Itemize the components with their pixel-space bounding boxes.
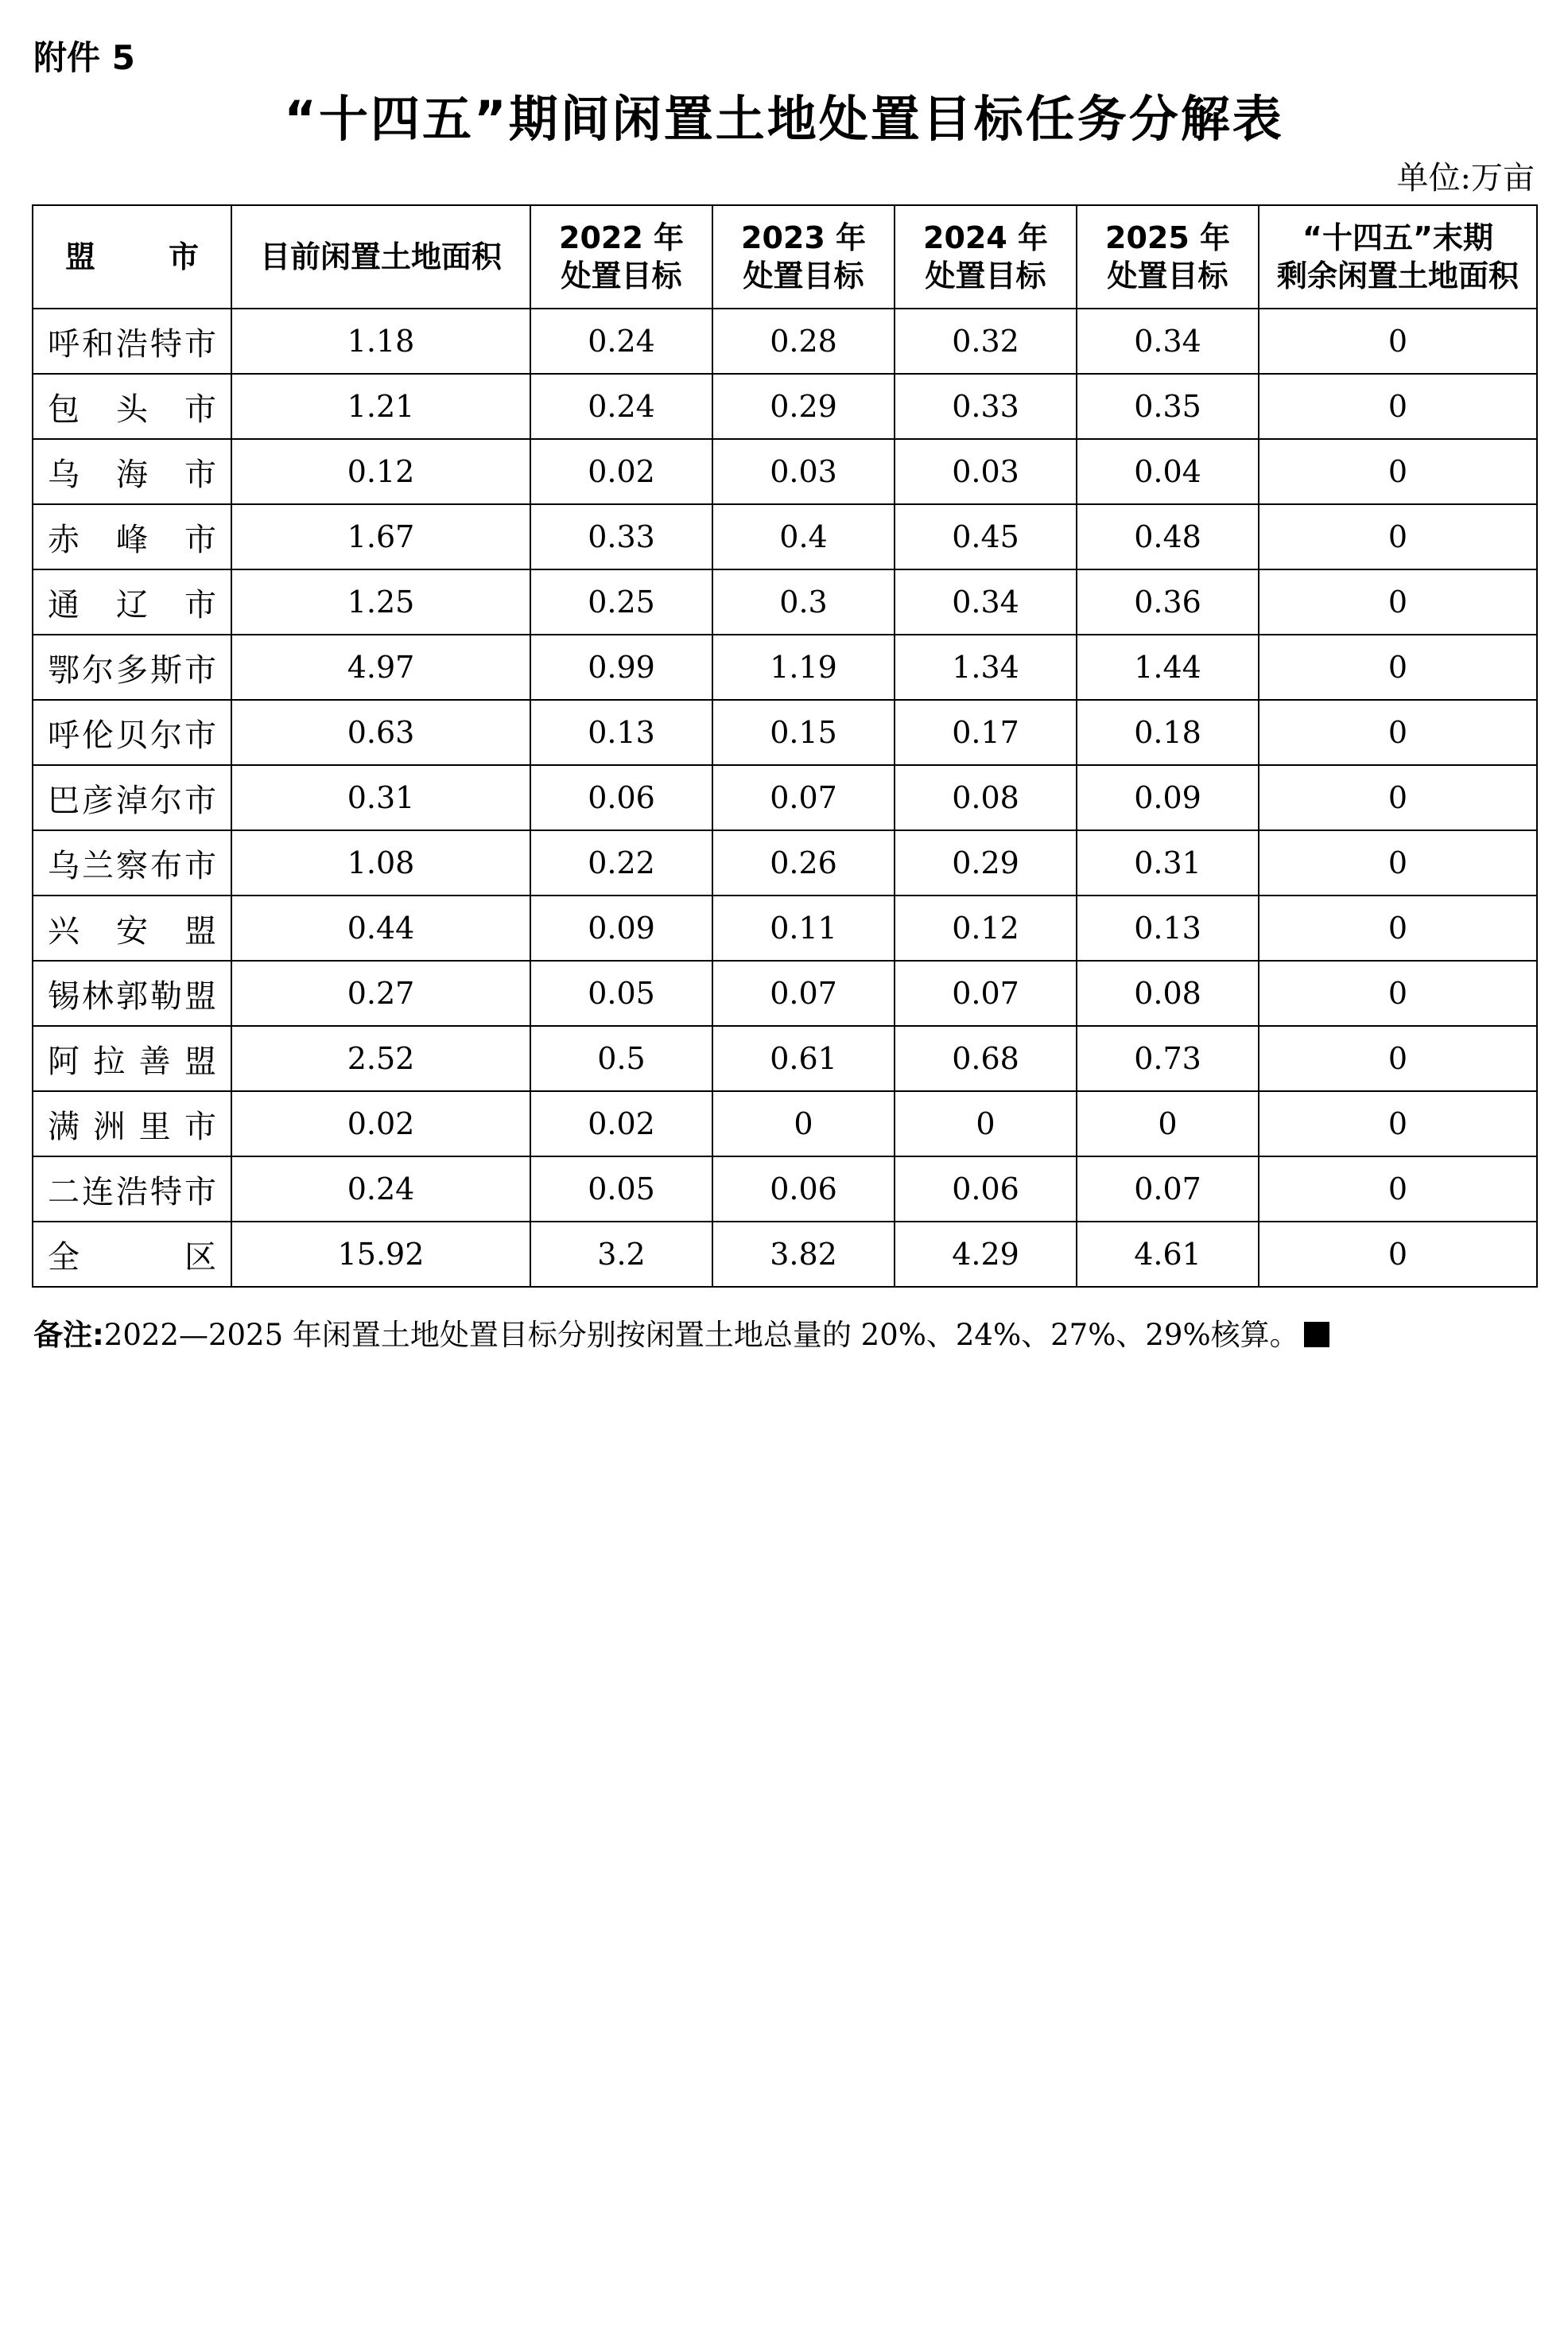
value-cell: 0 — [1259, 635, 1537, 700]
footnote-text: 2022—2025 年闲置土地处置目标分别按闲置土地总量的 20%、24%、27%、29%核算。 — [103, 1318, 1299, 1352]
value-cell: 0.31 — [231, 765, 530, 830]
table-body — [33, 309, 1537, 1287]
value-cell: 2.52 — [231, 1026, 530, 1091]
table-row — [33, 830, 1537, 896]
value-cell: 0 — [1259, 374, 1537, 439]
column-header: 2024 年 处置目标 — [895, 205, 1077, 309]
value-cell: 0.06 — [530, 765, 712, 830]
value-cell: 0.02 — [231, 1091, 530, 1156]
region-cell: 呼和浩特市 — [33, 309, 231, 374]
value-cell: 0.07 — [712, 961, 895, 1026]
value-cell: 0.04 — [1077, 439, 1259, 504]
value-cell: 0.17 — [895, 700, 1077, 765]
region-cell: 鄂尔多斯市 — [33, 635, 231, 700]
region-cell: 赤峰市 — [33, 504, 231, 569]
value-cell: 0.27 — [231, 961, 530, 1026]
table-row — [33, 1222, 1537, 1287]
value-cell: 0.35 — [1077, 374, 1259, 439]
value-cell: 0.18 — [1077, 700, 1259, 765]
value-cell: 0 — [1259, 1026, 1537, 1091]
value-cell: 3.2 — [530, 1222, 712, 1287]
column-header: 盟市 — [33, 205, 231, 309]
value-cell: 0.08 — [1077, 961, 1259, 1026]
value-cell: 0.12 — [231, 439, 530, 504]
value-cell: 0.07 — [1077, 1156, 1259, 1222]
value-cell: 0.48 — [1077, 504, 1259, 569]
footnote-label: 备注: — [33, 1318, 104, 1352]
region-cell: 通辽市 — [33, 569, 231, 635]
value-cell: 1.34 — [895, 635, 1077, 700]
table-row — [33, 1091, 1537, 1156]
value-cell: 0.34 — [895, 569, 1077, 635]
value-cell: 4.61 — [1077, 1222, 1259, 1287]
value-cell: 0.32 — [895, 309, 1077, 374]
value-cell: 0 — [1259, 1156, 1537, 1222]
value-cell: 0.29 — [712, 374, 895, 439]
value-cell: 0.29 — [895, 830, 1077, 896]
value-cell: 0.13 — [1077, 896, 1259, 961]
column-header: 目前闲置土地面积 — [231, 205, 530, 309]
value-cell: 0.44 — [231, 896, 530, 961]
column-header: 2022 年 处置目标 — [530, 205, 712, 309]
value-cell: 0 — [895, 1091, 1077, 1156]
footnote — [33, 1311, 1329, 1354]
table-row — [33, 309, 1537, 374]
value-cell: 0 — [1259, 309, 1537, 374]
table-row — [33, 1156, 1537, 1222]
value-cell: 0 — [1259, 961, 1537, 1026]
value-cell: 0.34 — [1077, 309, 1259, 374]
region-cell: 二连浩特市 — [33, 1156, 231, 1222]
region-cell: 巴彦淖尔市 — [33, 765, 231, 830]
value-cell: 0 — [1259, 896, 1537, 961]
region-cell: 呼伦贝尔市 — [33, 700, 231, 765]
region-cell: 满洲里市 — [33, 1091, 231, 1156]
region-cell: 阿拉善盟 — [33, 1026, 231, 1091]
value-cell: 0.24 — [530, 374, 712, 439]
table-row — [33, 896, 1537, 961]
value-cell: 0.63 — [231, 700, 530, 765]
value-cell: 0 — [1259, 700, 1537, 765]
annex-label: 附件 5 — [33, 38, 135, 77]
value-cell: 0 — [1259, 569, 1537, 635]
value-cell: 0 — [1259, 504, 1537, 569]
value-cell: 0 — [1077, 1091, 1259, 1156]
value-cell: 0 — [712, 1091, 895, 1156]
value-cell: 0.31 — [1077, 830, 1259, 896]
value-cell: 1.18 — [231, 309, 530, 374]
value-cell: 0.73 — [1077, 1026, 1259, 1091]
value-cell: 0.68 — [895, 1026, 1077, 1091]
region-cell: 兴安盟 — [33, 896, 231, 961]
column-header: “十四五”末期 剩余闲置土地面积 — [1259, 205, 1537, 309]
value-cell: 0.03 — [895, 439, 1077, 504]
value-cell: 0.5 — [530, 1026, 712, 1091]
value-cell: 0.07 — [895, 961, 1077, 1026]
value-cell: 3.82 — [712, 1222, 895, 1287]
disposal-target-table — [32, 204, 1538, 1288]
region-cell: 乌兰察布市 — [33, 830, 231, 896]
column-header: 2025 年 处置目标 — [1077, 205, 1259, 309]
value-cell: 0.33 — [895, 374, 1077, 439]
value-cell: 0.05 — [530, 961, 712, 1026]
value-cell: 0.07 — [712, 765, 895, 830]
value-cell: 0 — [1259, 1222, 1537, 1287]
table-row — [33, 961, 1537, 1026]
value-cell: 15.92 — [231, 1222, 530, 1287]
value-cell: 0.25 — [530, 569, 712, 635]
value-cell: 0.45 — [895, 504, 1077, 569]
table-row — [33, 374, 1537, 439]
value-cell: 1.25 — [231, 569, 530, 635]
value-cell: 1.21 — [231, 374, 530, 439]
table-row — [33, 504, 1537, 569]
region-cell: 全区 — [33, 1222, 231, 1287]
table-header-row — [33, 205, 1537, 309]
value-cell: 0 — [1259, 830, 1537, 896]
table-row — [33, 1026, 1537, 1091]
value-cell: 4.97 — [231, 635, 530, 700]
value-cell: 0.13 — [530, 700, 712, 765]
value-cell: 0.24 — [530, 309, 712, 374]
value-cell: 0.61 — [712, 1026, 895, 1091]
value-cell: 1.08 — [231, 830, 530, 896]
value-cell: 0.09 — [1077, 765, 1259, 830]
table-row — [33, 439, 1537, 504]
region-cell: 乌海市 — [33, 439, 231, 504]
value-cell: 0.3 — [712, 569, 895, 635]
value-cell: 1.44 — [1077, 635, 1259, 700]
value-cell: 0.12 — [895, 896, 1077, 961]
value-cell: 0 — [1259, 1091, 1537, 1156]
value-cell: 1.19 — [712, 635, 895, 700]
column-header: 2023 年 处置目标 — [712, 205, 895, 309]
value-cell: 0.09 — [530, 896, 712, 961]
value-cell: 0.05 — [530, 1156, 712, 1222]
value-cell: 0.26 — [712, 830, 895, 896]
region-cell: 包头市 — [33, 374, 231, 439]
value-cell: 0.06 — [712, 1156, 895, 1222]
value-cell: 0.15 — [712, 700, 895, 765]
value-cell: 0.08 — [895, 765, 1077, 830]
value-cell: 0 — [1259, 765, 1537, 830]
value-cell: 0.11 — [712, 896, 895, 961]
value-cell: 0.22 — [530, 830, 712, 896]
value-cell: 0.02 — [530, 1091, 712, 1156]
value-cell: 0.06 — [895, 1156, 1077, 1222]
value-cell: 0.28 — [712, 309, 895, 374]
value-cell: 0.24 — [231, 1156, 530, 1222]
region-cell: 锡林郭勒盟 — [33, 961, 231, 1026]
value-cell: 0.99 — [530, 635, 712, 700]
value-cell: 0.36 — [1077, 569, 1259, 635]
value-cell: 0.03 — [712, 439, 895, 504]
table-row — [33, 765, 1537, 830]
value-cell: 0.4 — [712, 504, 895, 569]
value-cell: 0.02 — [530, 439, 712, 504]
table-row — [33, 635, 1537, 700]
value-cell: 1.67 — [231, 504, 530, 569]
value-cell: 0.33 — [530, 504, 712, 569]
page-title: “十四五”期间闲置土地处置目标任务分解表 — [284, 90, 1284, 148]
value-cell: 0 — [1259, 439, 1537, 504]
unit-label: 单位:万亩 — [1396, 160, 1535, 196]
value-cell: 4.29 — [895, 1222, 1077, 1287]
table-row — [33, 700, 1537, 765]
table-row — [33, 569, 1537, 635]
end-mark-icon — [1304, 1322, 1329, 1347]
